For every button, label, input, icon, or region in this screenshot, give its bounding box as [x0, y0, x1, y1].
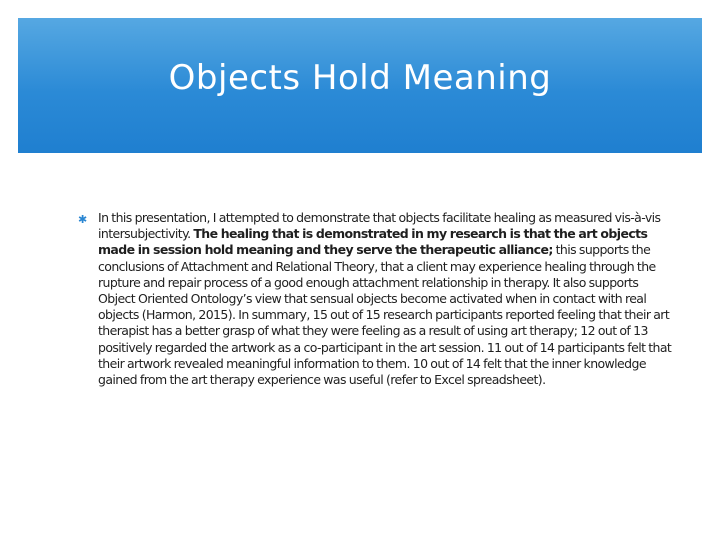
bullet-item [78, 210, 678, 388]
asterisk-bullet-icon: ✱ [78, 213, 88, 226]
text-intro: In this presentation, I attempted to demonstrate that objects facilitate healing as measured vis-à-vis intersubjectivity. [98, 210, 661, 242]
text-emphasis: The healing that is demonstrated in my research is that the art objects made in session hold meaning and they serve the therapeutic alliance; [98, 226, 648, 258]
title-banner [18, 18, 702, 153]
bullet-text [98, 210, 678, 388]
content-area [78, 210, 678, 470]
slide-title: Objects Hold Meaning [168, 57, 552, 98]
text-rest: this supports the conclusions of Attachment and Relational Theory, that a client may experience healing through the rupture and repair process of a good enough attachment relationship in therapy. It also supports Object Oriented Ontology’s view that sensual objects become activated when in contact with real objects (Harmon, 2015). In summary, 15 out of 15 research participants reported feeling that their art therapist has a better grasp of what they were feeling as a result of using art therapy; 12 out of 13 positively regarded the artwork as a co-participant in the art session. 11 out of 14 participants felt that their artwork revealed meaningful information to them. 10 out of 14 felt that the inner knowledge gained from the art therapy experience was useful (refer to Excel spreadsheet). [98, 242, 672, 388]
